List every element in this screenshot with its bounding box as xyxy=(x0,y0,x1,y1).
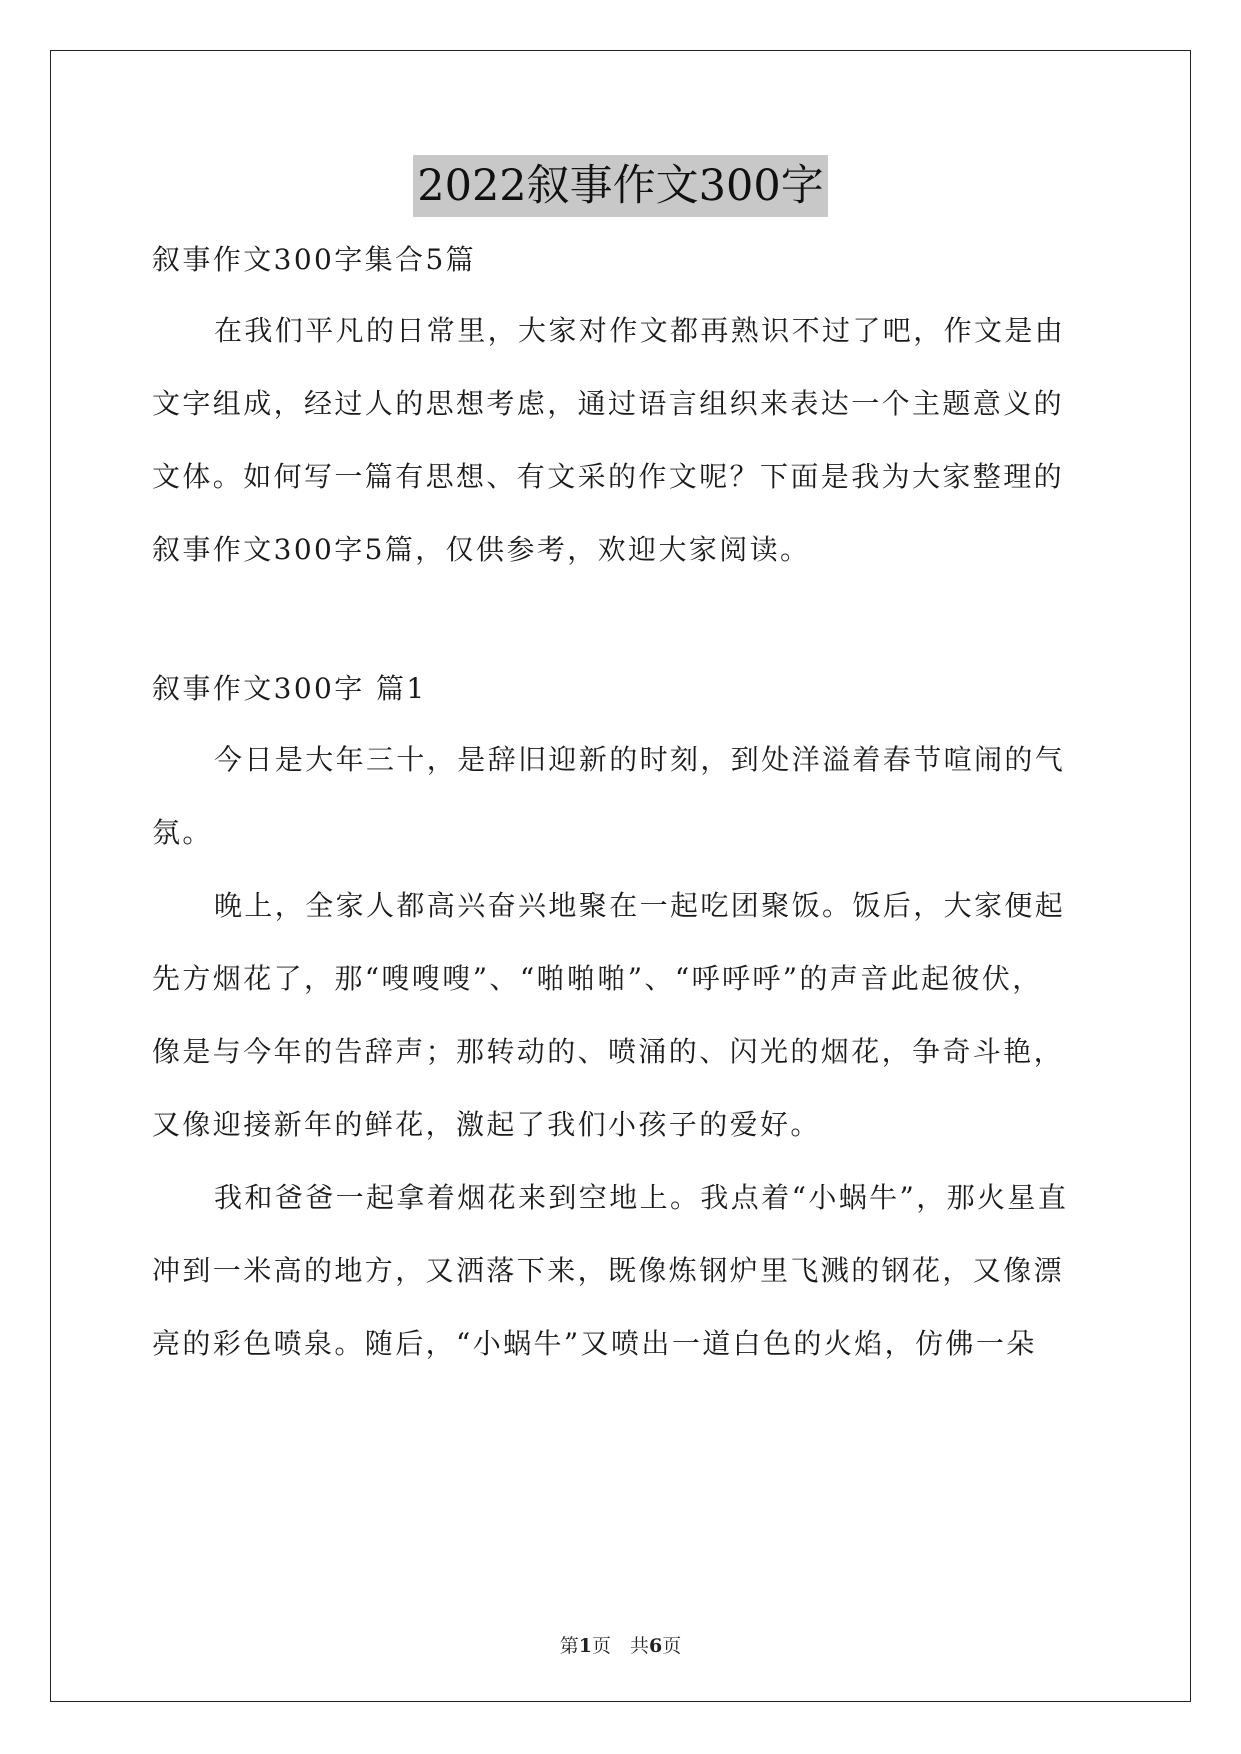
page-footer xyxy=(0,1634,1241,1658)
intro-line-2: 文字组成，经过人的思想考虑，通过语言组织来表达一个主题意义的 xyxy=(152,387,1065,420)
p2-line-1: 晚上，全家人都高兴奋兴地聚在一起吃团聚饭。饭后，大家便起 xyxy=(214,889,1066,922)
document-title: 2022叙事作文300字 xyxy=(413,155,828,217)
p2-line-3: 像是与今年的告辞声；那转动的、喷涌的、闪光的烟花，争奇斗艳， xyxy=(152,1035,1065,1068)
title-container xyxy=(0,155,1241,217)
intro-line-3: 文体。如何写一篇有思想、有文采的作文呢？下面是我为大家整理的 xyxy=(152,460,1065,493)
p3-line-1: 我和爸爸一起拿着烟花来到空地上。我点着“小蜗牛”，那火星直 xyxy=(214,1181,1069,1214)
p2-line-2: 先方烟花了，那“嗖嗖嗖”、“啪啪啪”、“呼呼呼”的声音此起彼伏， xyxy=(152,962,1043,995)
p1-line-2: 氛。 xyxy=(152,816,213,849)
page-border xyxy=(50,50,1191,1702)
p3-line-3: 亮的彩色喷泉。随后，“小蜗牛”又喷出一道白色的火焰，仿佛一朵 xyxy=(152,1327,1037,1360)
footer-page-suffix: 页 xyxy=(662,1635,682,1657)
intro-line-4: 叙事作文300字5篇，仅供参考，欢迎大家阅读。 xyxy=(152,533,811,566)
p1-line-1: 今日是大年三十，是辞旧迎新的时刻，到处洋溢着春节喧闹的气 xyxy=(214,743,1066,776)
p2-line-4: 又像迎接新年的鲜花，激起了我们小孩子的爱好。 xyxy=(152,1108,821,1141)
footer-page-current: 1 xyxy=(578,1635,592,1657)
intro-line-1: 在我们平凡的日常里，大家对作文都再熟识不过了吧，作文是由 xyxy=(214,314,1066,347)
p3-line-2: 冲到一米高的地方，又洒落下来，既像炼钢炉里飞溅的钢花，又像漂 xyxy=(152,1254,1065,1287)
footer-page-total: 6 xyxy=(649,1635,663,1657)
section-heading: 叙事作文300字 篇1 xyxy=(152,672,427,705)
footer-page-prefix: 第 xyxy=(559,1635,579,1657)
document-subtitle: 叙事作文300字集合5篇 xyxy=(152,243,477,276)
footer-page-mid: 页 共 xyxy=(591,1635,649,1657)
